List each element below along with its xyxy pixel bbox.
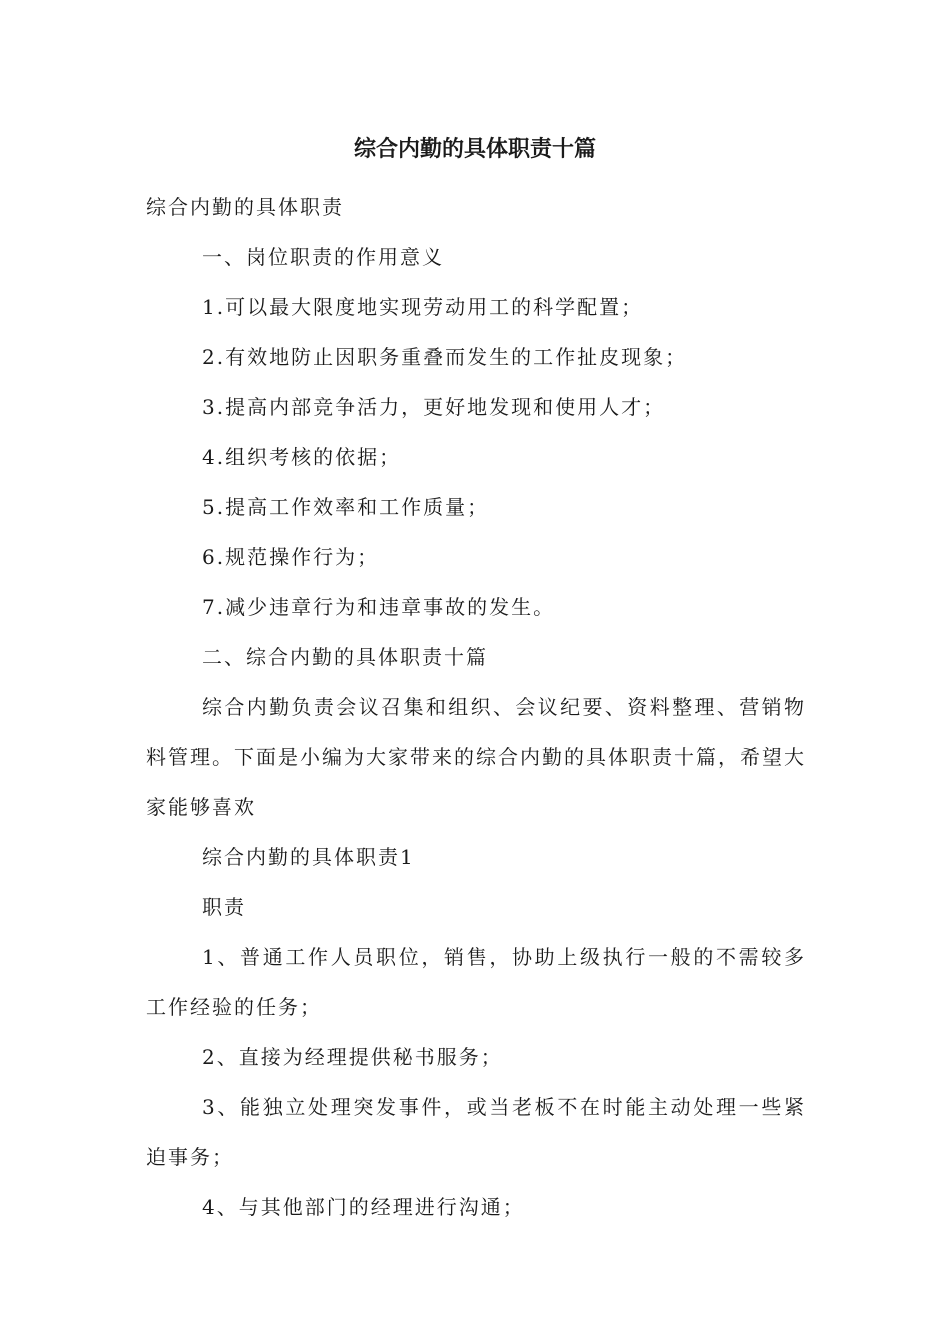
- list-item: 1.可以最大限度地实现劳动用工的科学配置；: [202, 295, 644, 319]
- list-item: 5.提高工作效率和工作质量；: [202, 495, 490, 519]
- list-item: 7.减少违章行为和违章事故的发生。: [202, 595, 556, 619]
- label-text: 职责: [202, 895, 246, 919]
- document-title: 综合内勤的具体职责十篇: [353, 137, 596, 162]
- subsection-heading: 综合内勤的具体职责1: [202, 845, 415, 869]
- list-item: 6.规范操作行为；: [202, 545, 380, 569]
- list-item: 4、与其他部门的经理进行沟通；: [202, 1195, 525, 1219]
- subsection-heading: 二、综合内勤的具体职责十篇: [202, 645, 488, 669]
- list-item: 3、能独立处理突发事件，或当老板不在时能主动处理一些紧迫事务；: [146, 1095, 806, 1169]
- list-item: 2.有效地防止因职务重叠而发生的工作扯皮现象；: [202, 345, 688, 369]
- list-item: 1、普通工作人员职位，销售，协助上级执行一般的不需较多工作经验的任务；: [146, 945, 806, 1019]
- body-paragraph: 综合内勤负责会议召集和组织、会议纪要、资料整理、营销物料管理。下面是小编为大家带来的综合内勤的具体职责十篇，希望大家能够喜欢: [146, 695, 806, 819]
- list-item: 3.提高内部竞争活力，更好地发现和使用人才；: [202, 395, 666, 419]
- document-body: [146, 182, 806, 1232]
- list-item: 4.组织考核的依据；: [202, 445, 402, 469]
- section-heading: 综合内勤的具体职责: [146, 195, 344, 219]
- subsection-heading: 一、岗位职责的作用意义: [202, 245, 444, 269]
- list-item: 2、直接为经理提供秘书服务；: [202, 1045, 503, 1069]
